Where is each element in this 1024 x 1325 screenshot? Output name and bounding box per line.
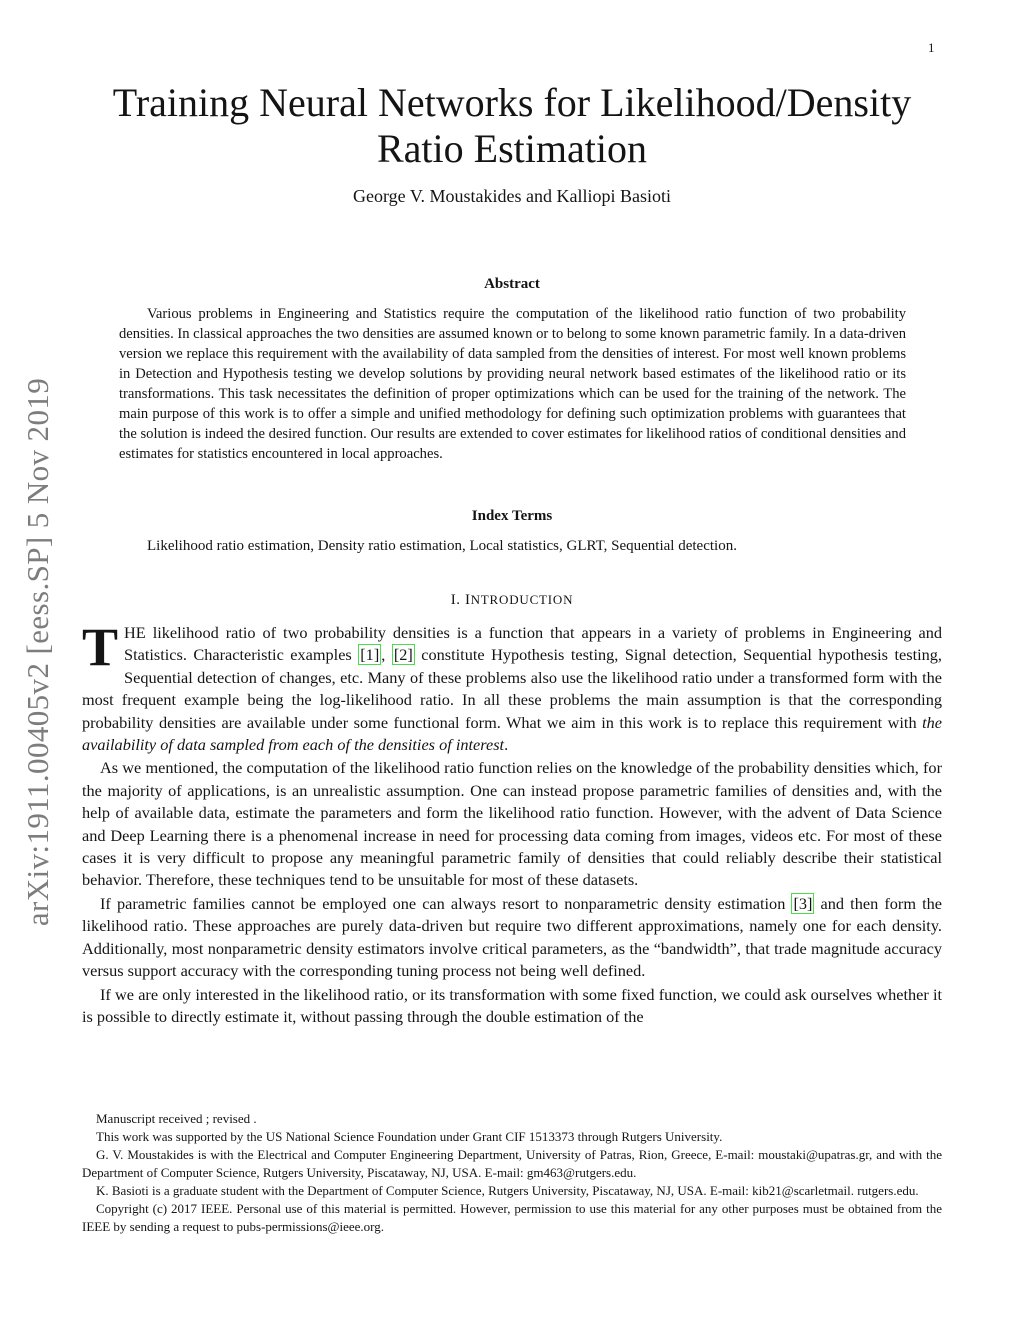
footnote-author-2: K. Basioti is a graduate student with the Department of Computer Science, Rutgers University, Piscataway, NJ, USA. E-mail: kib21@scarletmail. rutgers.edu. <box>96 1182 919 1198</box>
footnote-author-1: G. V. Moustakides is with the Electrical and Computer Engineering Department, University of Patras, Rion, Greece, E-mail: moustaki@upatras.gr, and with the Department of Computer Science, Rutgers University, Piscataway, NJ, USA. E-mail: gm463@rutgers.edu. <box>82 1147 942 1180</box>
citation-2[interactable]: [2] <box>393 645 413 665</box>
footnote-support: This work was supported by the US National Science Foundation under Grant CIF 1513373 through Rutgers University. <box>96 1129 723 1145</box>
drop-cap: T <box>82 617 119 677</box>
paragraph-1-text-a: HE likelihood ratio of two probability densities is a function that appears in a variety of problems in Engineering and Statistics. Characteristic examples <box>124 623 942 665</box>
abstract-text: Various problems in Engineering and Statistics require the computation of the likelihood ratio function of two probability densities. In classical approaches the two densities are assumed known or to belong to some known parametric family. In a data-driven version we replace this requirement with the availability of data sampled from the densities of interest. For most well known problems in Detection and Hypothesis testing we develop solutions by providing neural network based estimates of the likelihood ratio or its transformations. This task necessitates the definition of proper optimizations which can be used for the training of the network. The main purpose of this work is to offer a simple and unified methodology for defining such optimization problems with guarantees that the solution is indeed the desired function. Our results are extended to cover estimates for likelihood ratios of conditional densities and estimates for statistics encountered in local approaches. <box>119 306 906 462</box>
abstract-heading: Abstract <box>484 276 540 292</box>
index-terms-heading: Index Terms <box>471 508 553 524</box>
paragraph-1 <box>82 617 942 756</box>
authors: George V. Moustakides and Kalliopi Basioti <box>353 186 671 206</box>
page-number: 1 <box>928 40 935 55</box>
paragraph-1-text-b: constitute Hypothesis testing, Signal detection, Sequential hypothesis testing, Sequential detection of changes, etc. Many of these problems also use the likelihood ratio under a transformed form with the most frequent example being the log-likelihood ratio. In all these problems the main assumption is that the corresponding probability densities are available under some functional form. What we aim in this work is to replace this requirement with <box>82 645 942 732</box>
footnote-copyright: Copyright (c) 2017 IEEE. Personal use of this material is permitted. However, permission to use this material for any other purposes must be obtained from the IEEE by sending a request to pubs-permissions@ieee.org. <box>82 1200 942 1234</box>
section-title-initial: I <box>465 592 471 608</box>
title-line-2: Ratio Estimation <box>377 126 647 171</box>
citation-3[interactable]: [3] <box>793 893 813 913</box>
citation-separator: , <box>381 645 392 665</box>
paragraph-4: If we are only interested in the likelihood ratio, or its transformation with some fixed function, we could ask ourselves whether it is possible to directly estimate it, without passing through the double estimation of the <box>82 984 942 1026</box>
arxiv-stamp <box>16 352 60 952</box>
index-terms: Likelihood ratio estimation, Density ratio estimation, Local statistics, GLRT, Sequential detection. <box>147 538 737 554</box>
footnote-received: Manuscript received ; revised . <box>96 1111 257 1126</box>
paragraph-1-emphasis: the availability of data sampled from each of the densities of interest <box>82 712 942 755</box>
paragraph-3 <box>82 893 942 983</box>
paragraph-2: As we mentioned, the computation of the likelihood ratio function relies on the knowledge of the probability densities which, for the majority of applications, is an unrealistic assumption. One can instead propose parametric families of densities and, with the help of available data, estimate the parameters and form the likelihood ratio function. However, with the advent of Data Science and Deep Learning there is a phenomenal increase in need for processing data coming from images, videos etc. For most of these cases it is very difficult to propose any meaningful parametric family of densities that could reliably describe their statistical behavior. Therefore, these techniques tend to be unsuitable for most of these datasets. <box>82 758 942 890</box>
paper-title <box>82 80 942 172</box>
paragraph-3-text-b: and then form the likelihood ratio. These approaches are purely data-driven but require two different approximations, namely one for each density. Additionally, most nonparametric density estimators involve critical parameters, as the “bandwidth”, that trade magnitude accuracy versus support accuracy with the corresponding tuning process not being well defined. <box>82 893 942 981</box>
body-text <box>82 617 942 1028</box>
paragraph-3-text-a: If parametric families cannot be employed one can always resort to nonparametric density estimation <box>100 893 792 913</box>
citation-1[interactable]: [1] <box>360 645 380 665</box>
title-line-1: Training Neural Networks for Likelihood/Density <box>112 80 912 125</box>
arxiv-stamp-text: arXiv:1911.00405v2 [eess.SP] 5 Nov 2019 <box>20 377 55 927</box>
footnotes <box>82 1110 942 1236</box>
section-title-rest: NTRODUCTION <box>470 592 574 607</box>
paragraph-1-end: . <box>504 735 509 755</box>
section-number: I. <box>450 592 461 608</box>
section-heading <box>82 592 942 609</box>
